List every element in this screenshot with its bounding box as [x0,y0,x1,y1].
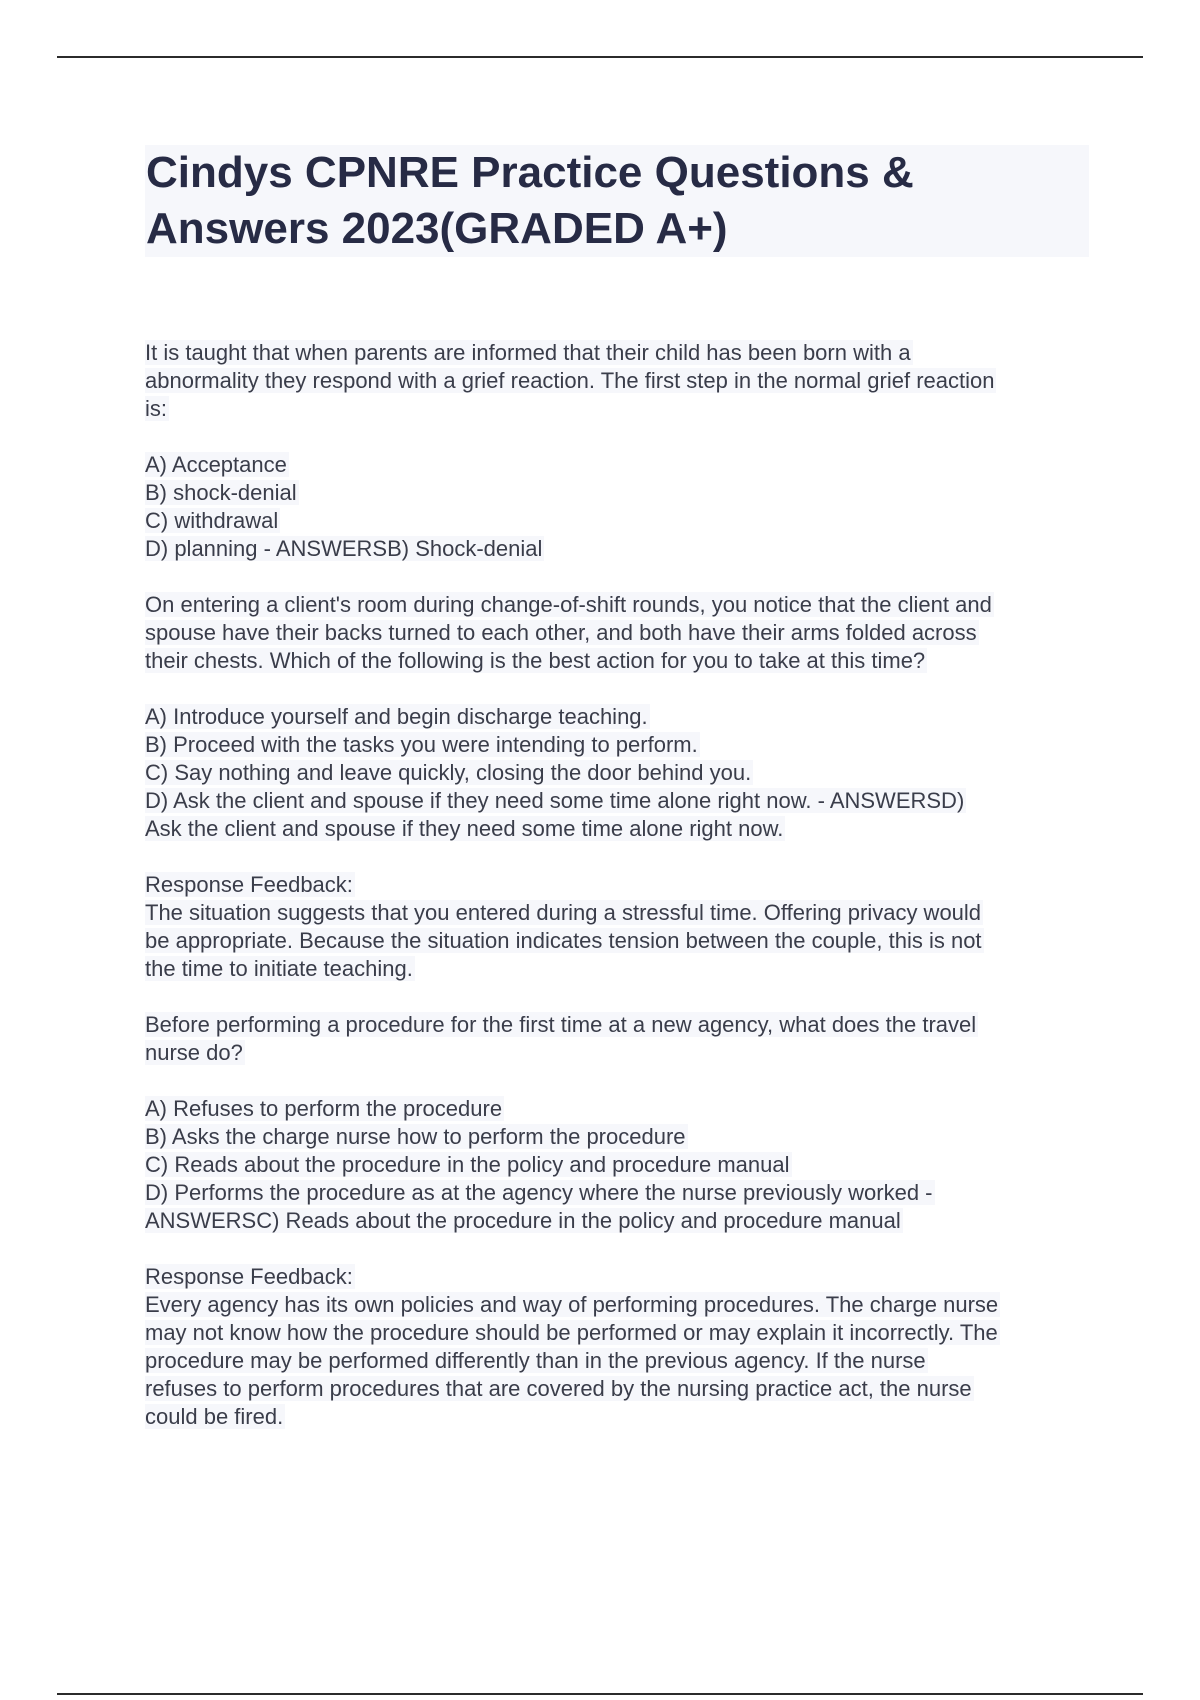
text-line: Before performing a procedure for the first time at a new agency, what does the travel [145,1012,977,1037]
feedback-line: procedure may be performed differently than in the previous agency. If the nurse [145,1348,926,1373]
feedback-line: the time to initiate teaching. [145,956,413,981]
answer-line: D) Performs the procedure as at the agency where the nurse previously worked - [145,1180,933,1205]
option-line: B) Asks the charge nurse how to perform the procedure [145,1124,686,1149]
text-line: On entering a client's room during change-of-shift rounds, you notice that the client and [145,592,992,617]
text-line: abnormality they respond with a grief reaction. The first step in the normal grief reaction [145,368,995,393]
question-2-feedback [145,871,1095,983]
feedback-line: could be fired. [145,1404,284,1429]
feedback-line: be appropriate. Because the situation indicates tension between the couple, this is not [145,928,982,953]
document-title [145,145,1089,257]
question-2-options [145,703,1095,843]
question-3-feedback [145,1263,1095,1431]
option-line: B) Proceed with the tasks you were intending to perform. [145,732,698,757]
option-line: A) Introduce yourself and begin discharge teaching. [145,704,648,729]
answer-line: Ask the client and spouse if they need some time alone right now. [145,816,784,841]
text-line: is: [145,396,167,421]
question-3-stem [145,1011,1095,1067]
question-3-options [145,1095,1095,1235]
answer-line: D) planning - ANSWERSB) Shock-denial [145,536,543,561]
bottom-rule [57,1693,1143,1695]
title-block [145,145,1089,257]
option-line: C) withdrawal [145,508,279,533]
answer-line: D) Ask the client and spouse if they need some time alone right now. - ANSWERSD) [145,788,965,813]
question-2-stem [145,591,1095,675]
title-line: Answers 2023(GRADED A+) [146,204,728,253]
question-1-options [145,451,1095,563]
document-body [145,339,1095,1459]
feedback-line: refuses to perform procedures that are covered by the nursing practice act, the nurse [145,1376,972,1401]
question-1-stem [145,339,1095,423]
feedback-heading: Response Feedback: [145,872,353,897]
option-line: A) Acceptance [145,452,287,477]
option-line: C) Reads about the procedure in the policy and procedure manual [145,1152,790,1177]
feedback-line: The situation suggests that you entered during a stressful time. Offering privacy would [145,900,982,925]
option-line: B) shock-denial [145,480,297,505]
feedback-line: Every agency has its own policies and way of performing procedures. The charge nurse [145,1292,999,1317]
feedback-line: may not know how the procedure should be performed or may explain it incorrectly. The [145,1320,998,1345]
top-rule [57,56,1143,58]
text-line: nurse do? [145,1040,243,1065]
text-line: spouse have their backs turned to each other, and both have their arms folded across [145,620,977,645]
option-line: C) Say nothing and leave quickly, closing the door behind you. [145,760,752,785]
text-line: their chests. Which of the following is the best action for you to take at this time? [145,648,926,673]
text-line: It is taught that when parents are informed that their child has been born with a [145,340,911,365]
title-line: Cindys CPNRE Practice Questions & [146,148,914,197]
feedback-heading: Response Feedback: [145,1264,353,1289]
option-line: A) Refuses to perform the procedure [145,1096,503,1121]
answer-line: ANSWERSC) Reads about the procedure in the policy and procedure manual [145,1208,901,1233]
